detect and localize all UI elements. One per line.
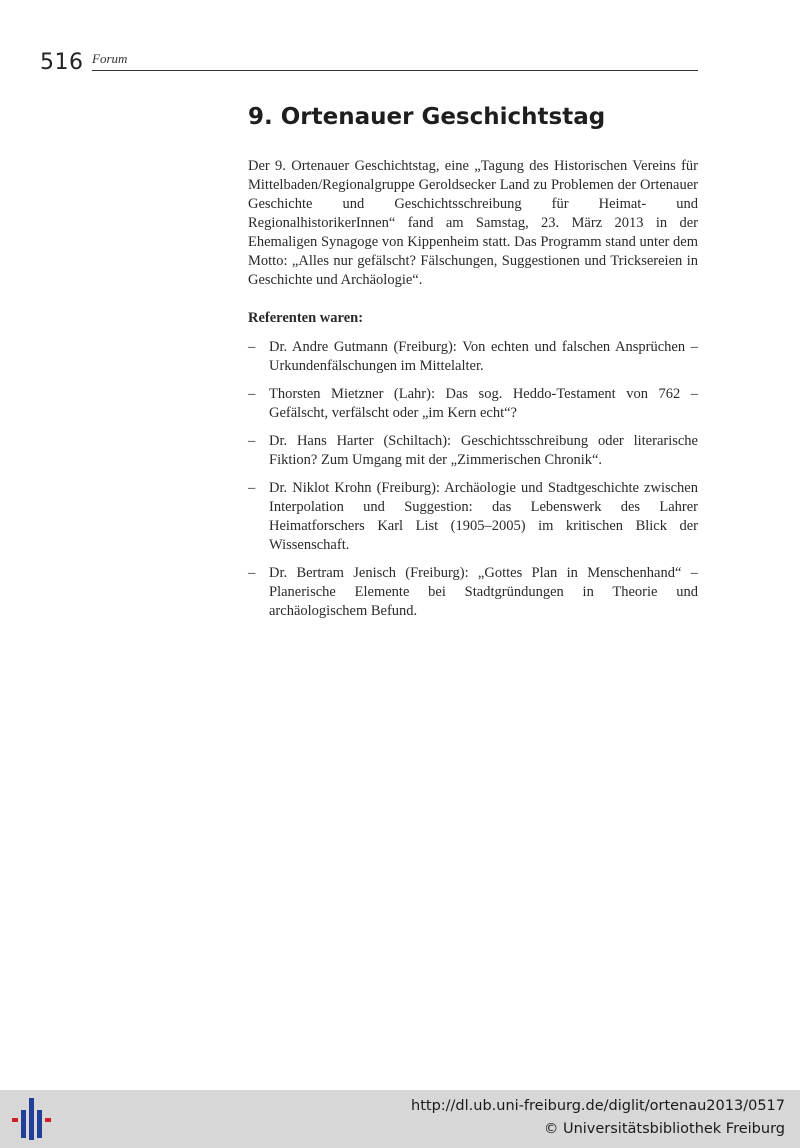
speaker-text: Dr. Bertram Jenisch (Freiburg): „Gottes Plan in Menschenhand“ – Planerische Elemente bei Stadtgründungen in Theorie und archäologischem Befund. bbox=[269, 565, 698, 619]
dash-bullet: – bbox=[248, 386, 256, 402]
speaker-text: Dr. Hans Harter (Schiltach): Geschichtsschreibung oder literarische Fiktion? Zum Umgang mit der „Zimmerischen Chronik“. bbox=[269, 433, 698, 468]
speaker-text: Thorsten Mietzner (Lahr): Das sog. Heddo-Testament von 762 – Gefälscht, verfälscht oder „im Kern echt“? bbox=[269, 386, 698, 421]
intro-paragraph: Der 9. Ortenauer Geschichtstag, eine „Tagung des Historischen Vereins für Mittelbaden/Regionalgruppe Geroldsecker Land zu Problemen der Ortenauer Geschichte und Geschichtsschreibung für Heimat- und RegionalhistorikerInnen“ fand am Samstag, 23. März 2013 in der Ehemaligen Synagoge von Kippenheim statt. Das Programm stand unter dem Motto: „Alles nur gefälscht? Fälschungen, Suggestionen und Tricksereien in Geschichte und Archäologie“. bbox=[248, 158, 698, 288]
speaker-list bbox=[248, 338, 698, 621]
running-head bbox=[40, 48, 698, 75]
page-number: 516 bbox=[40, 50, 84, 75]
article-body bbox=[248, 100, 698, 630]
copyright-notice: © Universitätsbibliothek Freiburg bbox=[543, 1121, 785, 1137]
article-title: 9. Ortenauer Geschichtstag bbox=[248, 104, 606, 130]
footer-bar bbox=[0, 1090, 800, 1148]
dash-bullet: – bbox=[248, 339, 256, 355]
list-item bbox=[248, 432, 698, 470]
ub-freiburg-logo-icon[interactable] bbox=[10, 1096, 54, 1142]
source-url-link[interactable]: http://dl.ub.uni-freiburg.de/diglit/ortenau2013/0517 bbox=[411, 1098, 785, 1114]
running-title: Forum bbox=[92, 51, 128, 66]
speaker-text: Dr. Andre Gutmann (Freiburg): Von echten und falschen Ansprüchen – Urkundenfälschungen im Mittelalter. bbox=[269, 339, 698, 374]
dash-bullet: – bbox=[248, 480, 256, 496]
list-item bbox=[248, 385, 698, 423]
list-item bbox=[248, 479, 698, 555]
speakers-heading: Referenten waren: bbox=[248, 310, 364, 326]
dash-bullet: – bbox=[248, 433, 256, 449]
speaker-text: Dr. Niklot Krohn (Freiburg): Archäologie und Stadtgeschichte zwischen Interpolation und Suggestion: das Lebenswerk des Lahrer Heimatforschers Karl List (1905–2005) im kritischen Blick der Wissenschaft. bbox=[269, 480, 698, 553]
list-item bbox=[248, 564, 698, 621]
header-rule bbox=[92, 70, 698, 71]
list-item bbox=[248, 338, 698, 376]
dash-bullet: – bbox=[248, 565, 256, 581]
